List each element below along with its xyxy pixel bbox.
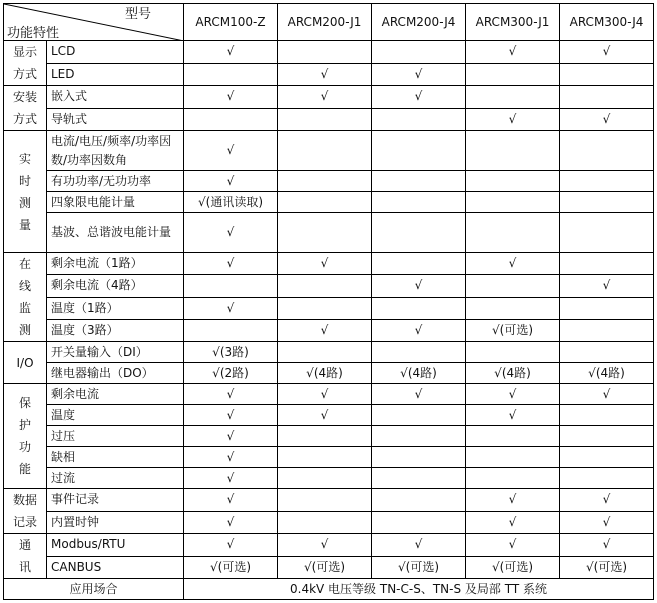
group-label-line: 时 [18, 173, 31, 188]
feature-label: 功能特性 [7, 26, 60, 41]
feature-cell: 嵌入式 [47, 86, 184, 109]
value-cell: √(可选) [184, 556, 278, 579]
application-value: 0.4kV 电压等级 TN-C-S、TN-S 及局部 TT 系统 [184, 579, 654, 600]
feature-cell: 温度（3路） [47, 319, 184, 341]
feature-cell: 剩余电流（4路） [47, 275, 184, 297]
feature-cell: 内置时钟 [47, 511, 184, 534]
value-cell: √ [184, 41, 278, 64]
value-cell: √ [278, 405, 372, 426]
model-header: ARCM100-Z [184, 4, 278, 41]
value-cell [372, 511, 466, 534]
value-cell [560, 342, 654, 363]
value-cell [278, 447, 372, 468]
table-row [4, 534, 654, 557]
value-cell [560, 468, 654, 489]
value-cell: √ [560, 511, 654, 534]
group-label-line: 保 [18, 396, 31, 410]
feature-cell: 有功功率/无功功率 [47, 171, 184, 192]
table-row [4, 384, 654, 405]
model-header: ARCM200-J1 [278, 4, 372, 41]
table-row [4, 556, 654, 579]
value-cell [278, 192, 372, 213]
group-label-line: 方式 [12, 67, 37, 81]
feature-cell: 四象限电能计量 [47, 192, 184, 213]
value-cell: √ [560, 384, 654, 405]
footer-row [4, 579, 654, 600]
value-cell [278, 468, 372, 489]
group-label-line: 记录 [12, 515, 37, 529]
value-cell: √ [278, 319, 372, 341]
value-cell [560, 297, 654, 319]
value-cell: √ [466, 489, 560, 512]
value-cell [466, 342, 560, 363]
value-cell [466, 86, 560, 109]
diagonal-header-cell [4, 4, 184, 41]
group-label-line: 在 [18, 257, 31, 271]
group-label [4, 534, 47, 579]
value-cell [466, 297, 560, 319]
value-cell [560, 131, 654, 171]
value-cell [466, 213, 560, 253]
value-cell: √ [372, 384, 466, 405]
model-label: 型号 [124, 7, 151, 22]
value-cell [278, 213, 372, 253]
table-row [4, 297, 654, 319]
value-cell: √ [184, 86, 278, 109]
value-cell [184, 275, 278, 297]
feature-cell: 温度 [47, 405, 184, 426]
value-cell [278, 489, 372, 512]
group-label-line: 安装 [12, 90, 37, 104]
value-cell [560, 447, 654, 468]
value-cell: √ [466, 511, 560, 534]
table-row [4, 131, 654, 171]
group-label-line: 功 [18, 440, 31, 454]
group-label [4, 41, 47, 86]
value-cell: √ [466, 108, 560, 131]
value-cell [560, 192, 654, 213]
feature-cell: LED [47, 63, 184, 86]
group-label [4, 131, 47, 253]
table-row [4, 468, 654, 489]
value-cell [278, 511, 372, 534]
table-row [4, 447, 654, 468]
value-cell: √ [278, 86, 372, 109]
table-row [4, 41, 654, 64]
model-header: ARCM300-J4 [560, 4, 654, 41]
value-cell [372, 213, 466, 253]
group-label [4, 253, 47, 342]
value-cell: √ [372, 86, 466, 109]
value-cell: √ [466, 534, 560, 557]
value-cell: √(2路) [184, 363, 278, 384]
feature-cell: 剩余电流 [47, 384, 184, 405]
value-cell: √(4路) [560, 363, 654, 384]
table-row [4, 213, 654, 253]
value-cell [560, 405, 654, 426]
value-cell [466, 468, 560, 489]
value-cell [466, 192, 560, 213]
value-cell: √(4路) [278, 363, 372, 384]
table-row [4, 426, 654, 447]
value-cell: √ [184, 534, 278, 557]
value-cell [560, 426, 654, 447]
group-label [4, 342, 47, 384]
value-cell: √(可选) [560, 556, 654, 579]
value-cell [184, 63, 278, 86]
value-cell [560, 86, 654, 109]
feature-cell: 开关量输入（DI） [47, 342, 184, 363]
feature-cell: 温度（1路） [47, 297, 184, 319]
value-cell: √(可选) [278, 556, 372, 579]
value-cell [278, 275, 372, 297]
value-cell: √ [278, 253, 372, 275]
feature-cell: 基波、总谐波电能计量 [47, 213, 184, 253]
value-cell: √ [184, 253, 278, 275]
value-cell: √ [560, 489, 654, 512]
value-cell [466, 275, 560, 297]
value-cell [184, 319, 278, 341]
table-row [4, 319, 654, 341]
value-cell [466, 447, 560, 468]
value-cell: √ [466, 253, 560, 275]
value-cell: √ [184, 171, 278, 192]
value-cell: √ [278, 384, 372, 405]
value-cell: √ [278, 534, 372, 557]
model-header: ARCM200-J4 [372, 4, 466, 41]
value-cell [466, 131, 560, 171]
group-label-line: 数据 [12, 493, 37, 507]
value-cell [372, 108, 466, 131]
value-cell [560, 63, 654, 86]
table-row [4, 405, 654, 426]
group-label-line: 讯 [18, 560, 31, 574]
feature-cell: Modbus/RTU [47, 534, 184, 557]
group-label-line: I/O [16, 355, 34, 370]
value-cell [372, 253, 466, 275]
value-cell [278, 342, 372, 363]
value-cell [372, 468, 466, 489]
value-cell: √ [184, 511, 278, 534]
feature-cell: CANBUS [47, 556, 184, 579]
value-cell [372, 297, 466, 319]
value-cell: √ [466, 41, 560, 64]
group-label-line: 测 [18, 195, 31, 210]
feature-cell: 过流 [47, 468, 184, 489]
value-cell [560, 171, 654, 192]
value-cell [278, 426, 372, 447]
header-row [4, 4, 654, 41]
table-row [4, 511, 654, 534]
group-label-line: 线 [18, 279, 31, 293]
value-cell: √ [372, 534, 466, 557]
group-label-line: 实 [18, 151, 31, 166]
value-cell: √ [278, 63, 372, 86]
value-cell [372, 41, 466, 64]
value-cell: √ [560, 108, 654, 131]
group-label-line: 护 [18, 418, 31, 432]
feature-cell: 缺相 [47, 447, 184, 468]
value-cell: √ [184, 131, 278, 171]
value-cell: √(4路) [372, 363, 466, 384]
value-cell [372, 426, 466, 447]
value-cell [278, 131, 372, 171]
model-header: ARCM300-J1 [466, 4, 560, 41]
value-cell [372, 405, 466, 426]
table-row [4, 86, 654, 109]
group-label [4, 489, 47, 534]
value-cell: √ [184, 489, 278, 512]
table-row [4, 342, 654, 363]
value-cell: √ [184, 297, 278, 319]
value-cell: √(可选) [466, 556, 560, 579]
value-cell [372, 342, 466, 363]
value-cell [372, 192, 466, 213]
group-label-line: 监 [18, 301, 31, 315]
group-label-line: 显示 [12, 45, 37, 59]
feature-cell: 电流/电压/频率/功率因数/功率因数角 [47, 131, 184, 171]
value-cell [278, 108, 372, 131]
value-cell [560, 319, 654, 341]
table-row [4, 489, 654, 512]
table-row [4, 63, 654, 86]
value-cell: √ [560, 275, 654, 297]
group-label-line: 通 [18, 538, 31, 552]
group-label-line: 能 [18, 462, 31, 476]
feature-cell: 过压 [47, 426, 184, 447]
group-label-line: 测 [18, 323, 31, 337]
feature-cell: 事件记录 [47, 489, 184, 512]
table-row [4, 363, 654, 384]
value-cell: √ [372, 319, 466, 341]
spec-table [3, 3, 654, 600]
table-row [4, 192, 654, 213]
value-cell: √(通讯读取) [184, 192, 278, 213]
value-cell [278, 297, 372, 319]
value-cell: √ [184, 405, 278, 426]
value-cell [372, 131, 466, 171]
value-cell: √ [560, 534, 654, 557]
value-cell [184, 108, 278, 131]
value-cell [278, 171, 372, 192]
value-cell: √ [184, 468, 278, 489]
feature-cell: 剩余电流（1路） [47, 253, 184, 275]
group-label-line: 量 [18, 217, 31, 232]
group-label-line: 方式 [12, 112, 37, 126]
value-cell [560, 253, 654, 275]
value-cell [372, 171, 466, 192]
table-row [4, 108, 654, 131]
value-cell: √ [560, 41, 654, 64]
value-cell: √(可选) [466, 319, 560, 341]
value-cell [372, 489, 466, 512]
value-cell [466, 426, 560, 447]
table-row [4, 253, 654, 275]
value-cell: √ [372, 63, 466, 86]
group-label [4, 86, 47, 131]
value-cell: √(可选) [372, 556, 466, 579]
table-row [4, 275, 654, 297]
feature-cell: 导轨式 [47, 108, 184, 131]
feature-cell: LCD [47, 41, 184, 64]
value-cell: √ [184, 447, 278, 468]
value-cell: √ [466, 405, 560, 426]
value-cell: √ [184, 213, 278, 253]
value-cell: √ [372, 275, 466, 297]
value-cell [466, 171, 560, 192]
group-label [4, 384, 47, 489]
value-cell [560, 213, 654, 253]
value-cell: √(4路) [466, 363, 560, 384]
table-row [4, 171, 654, 192]
value-cell [278, 41, 372, 64]
value-cell: √ [184, 384, 278, 405]
value-cell: √ [466, 384, 560, 405]
value-cell: √(3路) [184, 342, 278, 363]
value-cell: √ [184, 426, 278, 447]
feature-cell: 继电器输出（DO） [47, 363, 184, 384]
value-cell [466, 63, 560, 86]
value-cell [372, 447, 466, 468]
application-label: 应用场合 [4, 579, 184, 600]
